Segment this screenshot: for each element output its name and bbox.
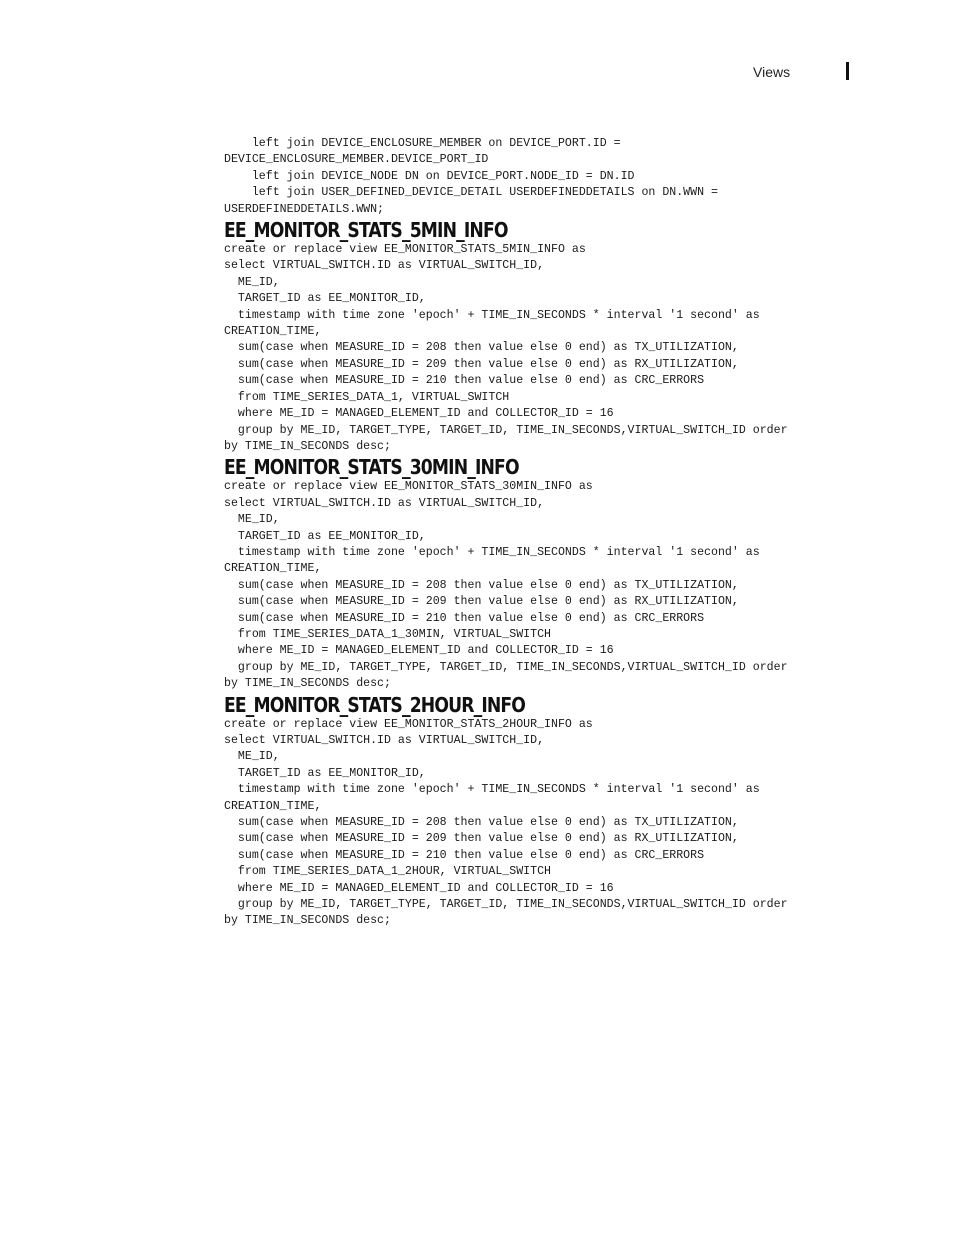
- section-title-30min: EE_MONITOR_STATS_30MIN_INFO: [224, 455, 519, 480]
- section-title-2hour: EE_MONITOR_STATS_2HOUR_INFO: [224, 692, 526, 717]
- page-content: [224, 136, 904, 930]
- section-title-5min: EE_MONITOR_STATS_5MIN_INFO: [224, 218, 508, 243]
- code-block-2hour: create or replace view EE_MONITOR_STATS_2HOUR_INFO as select VIRTUAL_SWITCH.ID as VIRTUAL_SWITCH_ID, ME_ID, TARGET_ID as EE_MONITOR_ID, timestamp with time zone 'epoch' + TIME_IN_SECONDS * interval '1 second' as CREATION_TIME, sum(case when MEASURE_ID = 208 then value else 0 end) as TX_UTILIZATION, sum(case when MEASURE_ID = 209 then value else 0 end) as RX_UTILIZATION, sum(case when MEASURE_ID = 210 then value else 0 end) as CRC_ERRORS from TIME_SERIES_DATA_1_2HOUR, VIRTUAL_SWITCH where ME_ID = MANAGED_ELEMENT_ID and COLLECTOR_ID = 16 group by ME_ID, TARGET_TYPE, TARGET_ID, TIME_IN_SECONDS,VIRTUAL_SWITCH_ID order by TIME_IN_SECONDS desc;: [224, 717, 788, 928]
- header-bar-mark: [846, 62, 849, 80]
- intro-code-block: left join DEVICE_ENCLOSURE_MEMBER on DEVICE_PORT.ID = DEVICE_ENCLOSURE_MEMBER.DEVICE_PORT_ID left join DEVICE_NODE DN on DEVICE_PORT.NODE_ID = DN.ID left join USER_DEFINED_DEVICE_DETAIL USERDEFINEDDETAILS on DN.WWN = USERDEFINEDDETAILS.WWN;: [224, 137, 718, 216]
- code-block-30min: create or replace view EE_MONITOR_STATS_30MIN_INFO as select VIRTUAL_SWITCH.ID as VIRTUAL_SWITCH_ID, ME_ID, TARGET_ID as EE_MONITOR_ID, timestamp with time zone 'epoch' + TIME_IN_SECONDS * interval '1 second' as CREATION_TIME, sum(case when MEASURE_ID = 208 then value else 0 end) as TX_UTILIZATION, sum(case when MEASURE_ID = 209 then value else 0 end) as RX_UTILIZATION, sum(case when MEASURE_ID = 210 then value else 0 end) as CRC_ERRORS from TIME_SERIES_DATA_1_30MIN, VIRTUAL_SWITCH where ME_ID = MANAGED_ELEMENT_ID and COLLECTOR_ID = 16 group by ME_ID, TARGET_TYPE, TARGET_ID, TIME_IN_SECONDS,VIRTUAL_SWITCH_ID order by TIME_IN_SECONDS desc;: [224, 480, 788, 691]
- code-block-5min: create or replace view EE_MONITOR_STATS_5MIN_INFO as select VIRTUAL_SWITCH.ID as VIRTUAL_SWITCH_ID, ME_ID, TARGET_ID as EE_MONITOR_ID, timestamp with time zone 'epoch' + TIME_IN_SECONDS * interval '1 second' as CREATION_TIME, sum(case when MEASURE_ID = 208 then value else 0 end) as TX_UTILIZATION, sum(case when MEASURE_ID = 209 then value else 0 end) as RX_UTILIZATION, sum(case when MEASURE_ID = 210 then value else 0 end) as CRC_ERRORS from TIME_SERIES_DATA_1, VIRTUAL_SWITCH where ME_ID = MANAGED_ELEMENT_ID and COLLECTOR_ID = 16 group by ME_ID, TARGET_TYPE, TARGET_ID, TIME_IN_SECONDS,VIRTUAL_SWITCH_ID order by TIME_IN_SECONDS desc;: [224, 243, 788, 453]
- running-header: Views: [753, 64, 791, 80]
